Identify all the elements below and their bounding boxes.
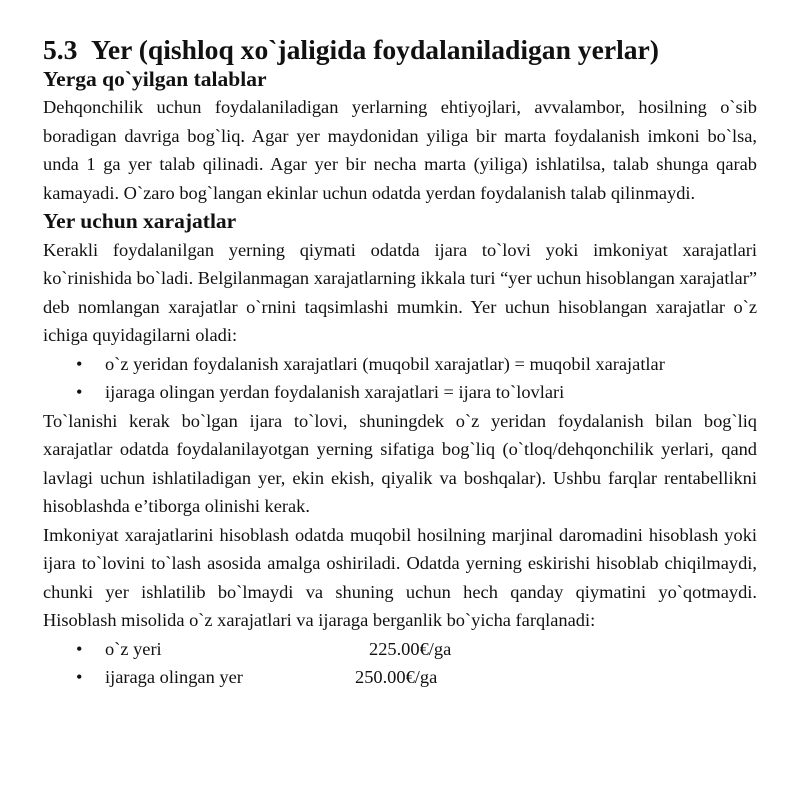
paragraph-costs-intro: Kerakli foydalanilgan yerning qiymati odatda ijara to`lovi yoki imkoniyat xarajatlari ko`rinishida bo`ladi. Belgilanmagan xarajatlarning ikkala turi “yer uchun hisoblangan xarajatlar” deb nomlangan xarajatlar o`rnini taqsimlashi mumkin. Yer uchun hisoblangan xarajatlar o`z ichiga quyidagilarni oladi: xyxy=(43,239,757,345)
bullet-list-cost-values xyxy=(43,635,757,692)
cost-value: 250.00€/ga xyxy=(355,667,438,687)
list-item xyxy=(43,663,757,692)
section-number: 5.3 xyxy=(43,34,78,65)
paragraph-opportunity-costs: Imkoniyat xarajatlarini hisoblash odatda muqobil hosilning marjinal daromadini hisoblash yoki ijara to`lovini to`lash asosida amalga oshiriladi. Odatda yerning eskirishi hisoblab chiqilmaydi, chunki yer ishlatilib bo`lmaydi va shuning uchun hech qanday qiymatini yo`qotmaydi. Hisoblash misolida o`z xarajatlari va ijaraga berganlik bo`yicha farqlanadi: xyxy=(43,524,757,630)
cost-label: o`z yeri xyxy=(105,638,162,659)
list-item: • o`z yeridan foydalanish xarajatlari (muqobil xarajatlar) = muqobil xarajatlar xyxy=(43,350,757,379)
paragraph-rent-quality: To`lanishi kerak bo`lgan ijara to`lovi, shuningdek o`z yeridan foydalanish bilan bog`liq xarajatlar odatda foydalanilayotgan yerning sifatiga bog`liq (o`tloq/dehqonchilik yerlari, qand lavlagi uchun ishlatiladigan yer, ekin ekish, qiyalik va boshqalar). Ushbu farqlar rentabellikni hisoblashda e’tiborga olinishi kerak. xyxy=(43,410,757,516)
document-page xyxy=(43,36,757,692)
subsection-title-costs: Yer uchun xarajatlar xyxy=(43,209,237,233)
bullet-list-cost-types xyxy=(43,350,757,407)
section-title: Yer (qishloq xo`jaligida foydalaniladigan yerlar) xyxy=(91,34,659,65)
list-item: • ijaraga olingan yerdan foydalanish xarajatlari = ijara to`lovlari xyxy=(43,378,757,407)
cost-value: 225.00€/ga xyxy=(369,638,452,659)
paragraph-requirements: Dehqonchilik uchun foydalaniladigan yerlarning ehtiyojlari, avvalambor, hosilning o`sib boradigan davriga bog`liq. Agar yer maydonidan yiliga bir marta foydalanish imkoni bo`lsa, unda 1 ga yer talab qilinadi. Agar yer bir necha marta (yiliga) ishlatilsa, talab shunga qarab kamayadi. O`zaro bog`langan ekinlar uchun odatda yerdan foydalanish talab qilinmaydi. xyxy=(43,97,757,203)
cost-label: ijaraga olingan yer xyxy=(105,667,243,687)
section-heading xyxy=(43,36,757,65)
list-item xyxy=(43,635,757,664)
subsection-title-requirements: Yerga qo`yilgan talablar xyxy=(43,66,267,91)
